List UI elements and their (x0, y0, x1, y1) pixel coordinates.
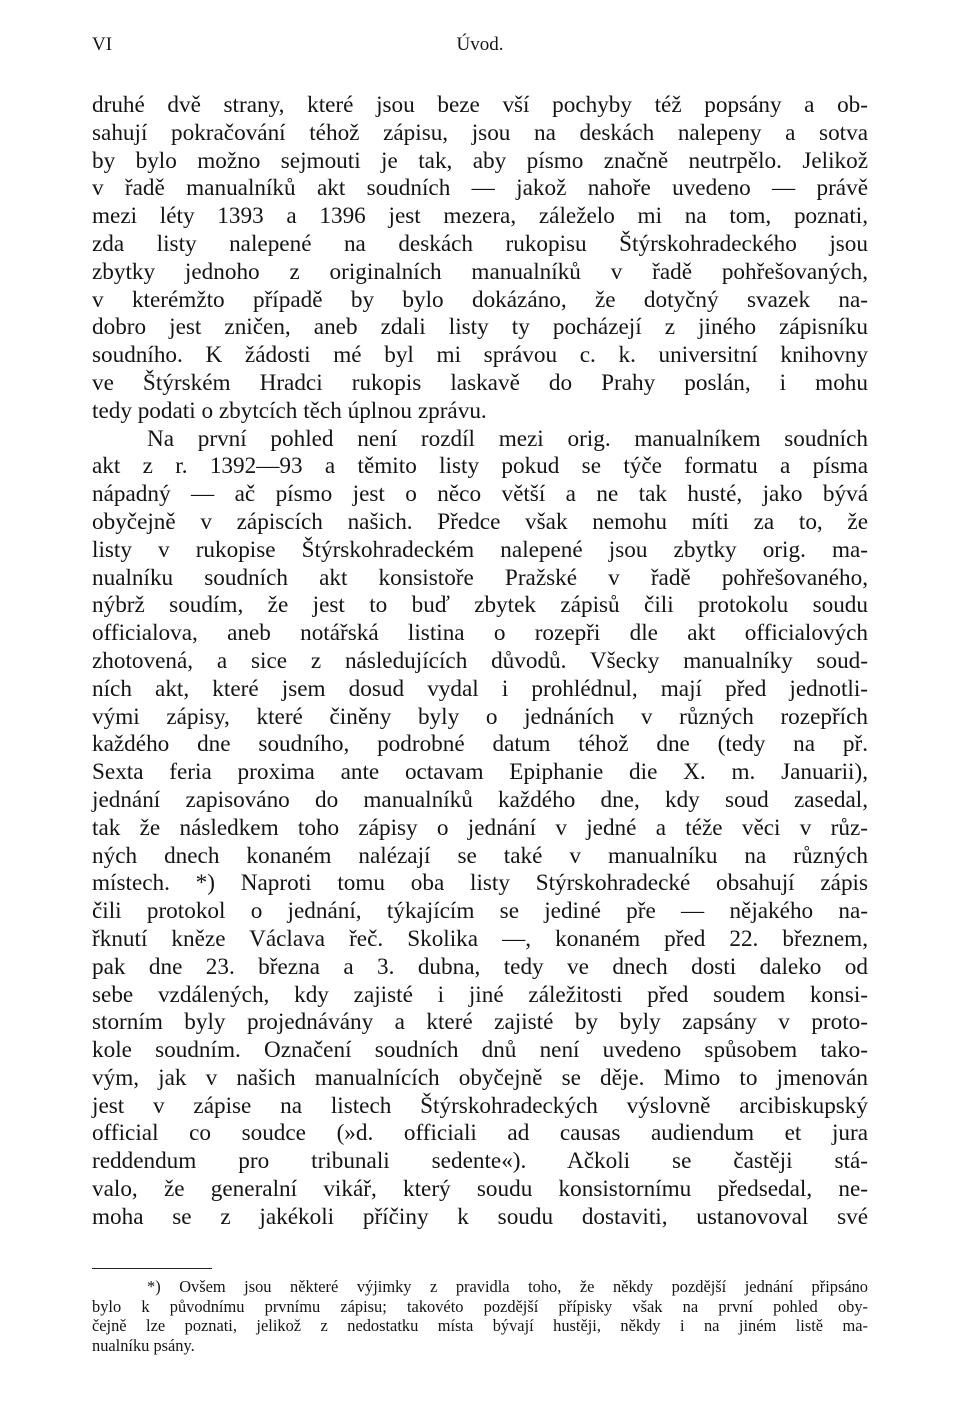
text-line: nualníku soudních akt konsistoře Pražské v řadě pohřešovaného, (92, 564, 868, 591)
text-line: ných dnech konaném nalézají se také v manualníku na různých (92, 842, 868, 869)
text-line: každého dne soudního, podrobné datum téhož dne (tedy na př. (92, 731, 868, 758)
text-line: mezi léty 1393 a 1396 jest mezera, záleželo mi na tom, poznati, (92, 203, 868, 230)
text-line: tedy podati o zbytcích těch úplnou zprávu. (92, 397, 487, 424)
text-line: tak že následkem toho zápisy o jednání v jedné a téže věci v růz- (92, 814, 868, 841)
text-line: druhé dvě strany, které jsou beze vší pochyby též popsány a ob- (92, 92, 868, 118)
text-line: v řadě manualníků akt soudních — jakož nahoře uvedeno — právě (92, 175, 868, 202)
page-number: VI (92, 34, 113, 55)
text-line: listy v rukopise Štýrskohradeckém nalepené jsou zbytky orig. ma- (92, 536, 868, 563)
text-line: místech. *) Naproti tomu oba listy Stýrskohradecké obsahují zápis (92, 870, 868, 897)
text-line: officialova, aneb notářská listina o rozepři dle akt officialových (92, 620, 868, 647)
text-line: nýbrž soudím, že jest to buď zbytek zápisů čili protokolu soudu (92, 592, 868, 619)
text-line: storním byly projednávány a které zajisté by byly zapsány v proto- (92, 1009, 868, 1036)
text-line: jednání zapisováno do manualníků každého dne, kdy soud zasedal, (92, 786, 868, 813)
text-line: zhotovená, a sice z následujících důvodů. Všecky manualníky soud- (92, 647, 868, 674)
footnote-line: *) Ovšem jsou některé výjimky z pravidla toho, že někdy pozdější jednání připsáno (147, 1277, 868, 1296)
text-line: jest v zápise na listech Štýrskohradeckých výslovně arcibiskupský (92, 1092, 868, 1119)
text-line: sebe vzdálených, kdy zajisté i jiné záležitosti před soudem konsi- (92, 981, 868, 1008)
text-line: zbytky jednoho z originalních manualníků v řadě pohřešovaných, (92, 258, 868, 285)
text-line: Na první pohled není rozdíl mezi orig. manualníkem soudních (147, 425, 868, 452)
text-line: v kterémžto případě by bylo dokázáno, že dotyčný svazek na- (92, 286, 868, 313)
text-line: moha se z jakékoli příčiny k soudu dostaviti, ustanovoval své (92, 1203, 868, 1230)
footnote-line: čejně lze poznati, jelikož z nedostatku místa bývají hustěji, někdy i na jiném listě ma- (92, 1316, 868, 1335)
footnote (92, 1277, 868, 1355)
text-line: vými zápisy, které činěny byly o jednáních v různých rozepřích (92, 703, 868, 730)
running-title: Úvod. (456, 34, 504, 55)
footnote-line: bylo k původnímu prvnímu zápisu; takovéto pozdější přípisky však na první pohled oby- (92, 1296, 868, 1316)
footnote-divider (92, 1268, 212, 1269)
text-line: akt z r. 1392—93 a těmito listy pokud se týče formatu a písma (92, 453, 868, 480)
text-line: nápadný — ač písmo jest o něco větší a ne tak husté, jako bývá (92, 481, 868, 508)
text-line: kole soudním. Označení soudních dnů není uvedeno spůsobem tako- (92, 1037, 868, 1064)
text-line: dobro jest zničen, aneb zdali listy ty pocházejí z jiného zápisníku (92, 314, 868, 341)
text-line: official co soudce (»d. officiali ad causas audiendum et jura (92, 1120, 868, 1147)
text-line: vým, jak v našich manualnících obyčejně se děje. Mimo to jmenován (92, 1064, 868, 1091)
text-line: zda listy nalepené na deskách rukopisu Štýrskohradeckého jsou (92, 230, 868, 257)
text-line: obyčejně v zápiscích našich. Předce však nemohu míti za to, že (92, 508, 868, 535)
text-line: čili protokol o jednání, týkajícím se jediné pře — nějakého na- (92, 898, 868, 925)
text-line: soudního. K žádosti mé byl mi správou c. k. universitní knihovny (92, 342, 868, 369)
footnote-line: nualníku psány. (92, 1335, 195, 1355)
text-line: sahují pokračování téhož zápisu, jsou na deskách nalepeny a sotva (92, 119, 868, 146)
main-text (92, 92, 868, 1232)
text-line: reddendum pro tribunali sedente«). Ačkoli se častěji stá- (92, 1148, 868, 1175)
text-line: řknutí kněze Václava řeč. Skolika —, konaném před 22. březnem, (92, 925, 868, 952)
text-line: Sexta feria proxima ante octavam Epiphanie die X. m. Januarii), (92, 759, 868, 786)
text-line: pak dne 23. března a 3. dubna, tedy ve dnech dosti daleko od (92, 953, 868, 980)
text-line: valo, že generalní vikář, který soudu konsistornímu předsedal, ne- (92, 1176, 868, 1203)
text-line: ve Štýrském Hradci rukopis laskavě do Prahy poslán, i mohu (92, 369, 868, 396)
text-line: ních akt, které jsem dosud vydal i prohlédnul, mají před jednotli- (92, 675, 868, 702)
text-line: by bylo možno sejmouti je tak, aby písmo značně neutrpělo. Jelikož (92, 147, 868, 174)
